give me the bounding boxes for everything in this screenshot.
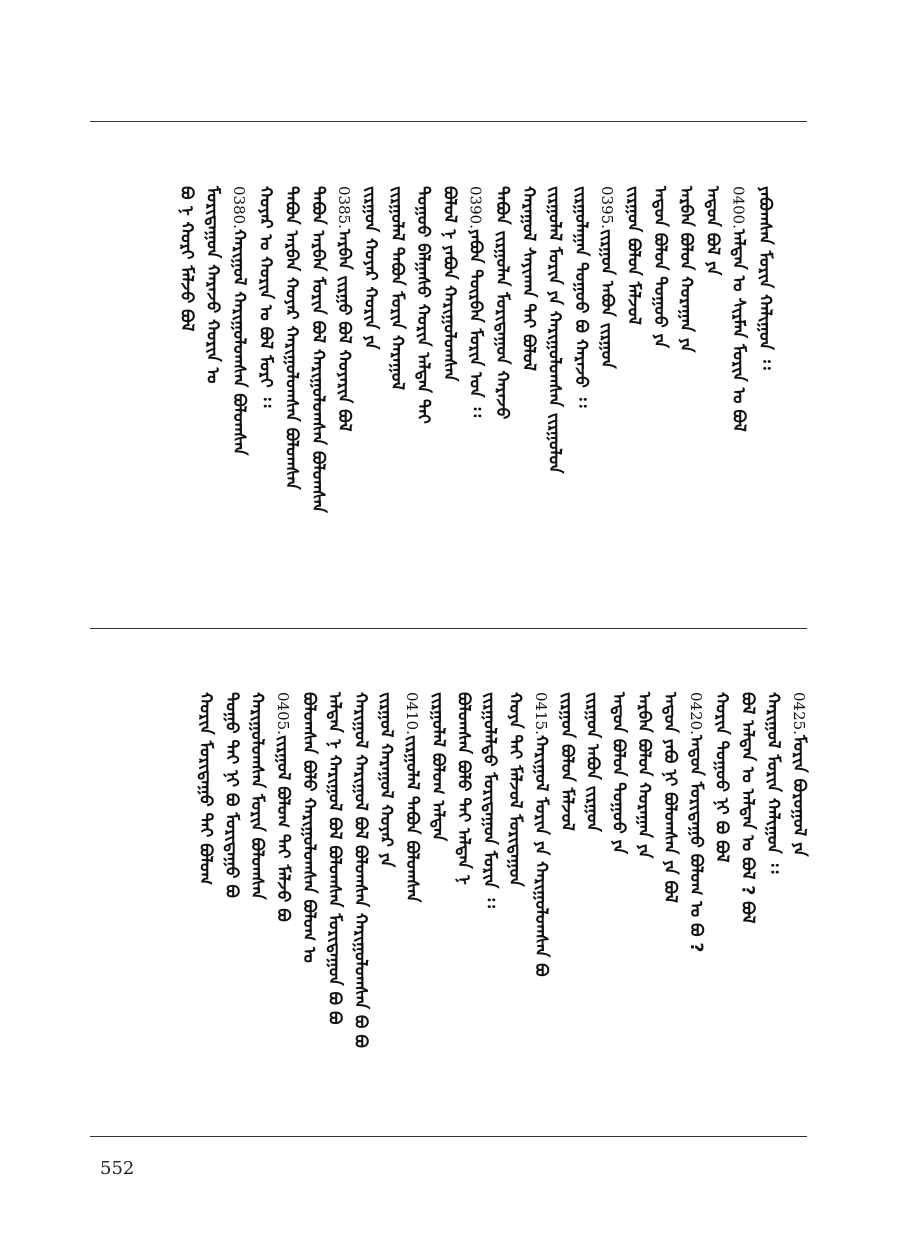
top-divider — [90, 121, 807, 122]
verse-column — [754, 186, 776, 370]
verse-column — [788, 692, 810, 857]
verse-column — [202, 186, 224, 384]
verse-text: ᠬᠣᠷᠢᠨ ᠮᠣᠷᠢᠳᠠᠭᠤ ᠲᠠᠢ ᠪᠣᠯᠣᠭ — [195, 692, 216, 885]
verse-text: ᠵᠢᠷᠭᠤᠯᠠᠯ ᠲᠠᠪᠤᠨ ᠮᠣᠷᠢᠨ ᠬᠠᠷᠠᠭᠤᠯ — [386, 186, 407, 391]
verse-number: 0425. — [790, 692, 808, 735]
verse-column — [685, 692, 707, 952]
verse-column — [246, 692, 268, 900]
verse-number: 0410. — [403, 692, 421, 735]
verse-text: ᠵᠢᠷᠭᠤᠨ ᠪᠣᠯᠤᠨ ᠮᠠᠯᠵᠤᠯ — [623, 186, 644, 325]
verse-text: ᠠᠷᠪᠠᠨ ᠪᠣᠯᠤᠨ ᠬᠤᠷᠠᠭᠠᠨ ᠶᠠ — [634, 692, 655, 859]
verse-column — [607, 692, 629, 854]
verse-text: ᠵᠢᠷᠭᠤᠨ ᠠᠪᠤᠨ ᠵᠢᠷᠭᠤᠨ — [597, 228, 618, 369]
verse-text: ᠠᠳᠤᠨ ᠪᠣᠯ ᠶᠠ — [702, 186, 723, 276]
verse-column — [195, 692, 217, 885]
verse-text: ᠵᠢᠷᠭᠤᠯᠠᠯᠲᠤ ᠮᠣᠷᠢᠳᠠᠭᠤᠨ ᠮᠣᠷᠢᠨ ᠄᠄ — [479, 692, 500, 908]
verse-column — [360, 186, 382, 350]
verse-number: 0385. — [335, 186, 354, 229]
verse-column — [530, 692, 552, 977]
verse-text: ᠠᠳᠤᠨ ᠪᠣᠯᠤᠨ ᠲᠣᠭᠣᠣ ᠶᠠ — [649, 186, 670, 348]
verse-text: ᠪᠣᠯᠣᠯ ᠨ ᠶᠠᠪᠤᠨ ᠬᠠᠷᠢᠭᠤᠯᠤᠭᠰᠠᠨ — [439, 186, 460, 382]
verse-text: ᠵᠢᠷᠭᠤᠨ ᠬᠣᠶᠠᠷ ᠬᠣᠷᠢᠨ ᠶᠠ — [360, 186, 381, 350]
verse-number: 0415. — [532, 692, 550, 735]
verse-column — [504, 692, 526, 887]
verse-text: ᠪᠣᠯ ᠠᠯᠲᠠᠨ ᠤ ᠠᠯᠲᠠᠨ ᠤ ᠪᠣᠯ ? ᠪᠣᠯ — [737, 692, 758, 924]
verse-text: ᠲᠣᠭᠣᠣ ᠪᠠᠯᠭᠠᠰᠤ ᠬᠣᠷᠢᠨ ᠠᠯᠲᠠᠨ ᠲᠠᠢ — [413, 186, 434, 424]
verse-column — [736, 692, 758, 924]
verse-text: ᠪᠣᠯᠣᠭᠰᠠᠨ ᠪᠣᠯᠣ ᠬᠠᠷᠢᠭᠤᠯᠤᠭᠰᠠᠨ ᠪᠣᠯᠣᠭ ᠤ — [298, 692, 319, 963]
verse-text: ᠮᠣᠷᠢᠳᠠᠭᠤᠨ ᠬᠠᠷᠠᠵᠤ ᠬᠣᠷᠢᠨ ᠤ — [202, 186, 223, 384]
bottom-divider — [90, 1136, 807, 1137]
verse-column — [675, 186, 697, 352]
verse-text: ᠬᠣᠷᠢᠨ ᠲᠣᠭᠣᠣ ᠨᠢ ᠪᠣ ᠪᠣᠯ — [711, 692, 732, 863]
verse-column — [623, 186, 645, 325]
verse-column — [298, 692, 320, 963]
verse-text: ᠶᠠᠪᠤᠭᠰᠠᠨ ᠮᠣᠷᠢᠨ ᠬᠠᠯᠢᠭᠤᠨ ᠄᠄ — [755, 186, 775, 370]
verse-column — [175, 186, 197, 331]
verse-text: ᠵᠢᠷᠭᠤᠯᠠᠯ ᠲᠠᠪᠤᠨ ᠪᠣᠯᠣᠭᠰᠠᠨ — [402, 734, 422, 903]
verse-text: ᠮᠣᠷᠢᠨ ᠪᠣᠷᠣᠭᠤᠯ ᠶᠠ — [789, 734, 809, 857]
verse-column — [281, 186, 303, 490]
verse-column — [556, 692, 578, 831]
verse-text: ᠬᠠᠷᠢᠭᠤᠯ ᠮᠣᠷᠢᠨ ᠬᠠᠯᠢᠭᠤᠨ ᠄᠄ — [763, 692, 784, 874]
verse-column — [570, 186, 592, 407]
verse-number: 0420. — [686, 692, 705, 735]
verse-text: ᠲᠠᠪᠤᠨ ᠵᠢᠷᠭᠤᠯᠠᠨ ᠮᠣᠷᠢᠳᠠᠭᠤᠨ ᠬᠠᠷᠠᠵᠤ — [492, 186, 512, 420]
verse-column — [254, 186, 276, 407]
verse-column — [324, 692, 346, 1025]
verse-column — [544, 186, 566, 473]
verse-column — [633, 692, 655, 858]
page-number: 552 — [100, 1158, 135, 1179]
verse-column — [728, 186, 750, 432]
verse-column — [659, 692, 681, 903]
verse-column — [401, 692, 423, 902]
verse-text: ᠵᠢᠷᠭᠤᠯᠠᠭᠠᠨ ᠲᠣᠭᠣᠣ ᠪᠤ ᠬᠠᠷᠠᠵᠤ ᠄᠄ — [570, 186, 591, 408]
verse-column — [228, 186, 250, 455]
verse-text: ᠲᠠᠪᠤᠨ ᠠᠷᠪᠠᠨ ᠬᠣᠶᠠᠷ ᠬᠠᠷᠢᠭᠤᠯᠤᠭᠰᠠᠨ ᠪᠣᠯᠣᠭᠰᠠᠨ — [281, 186, 302, 490]
verse-number: 0380. — [230, 186, 248, 229]
lower-verse-panel — [90, 692, 807, 1092]
verse-text: ᠠᠳᠤᠨ ᠪᠣᠯᠤᠨ ᠲᠣᠭᠣᠣ ᠶᠠ — [608, 692, 629, 854]
verse-text: ᠬᠠᠷᠢᠭᠤᠯ ᠬᠠᠷᠢᠭᠤᠯ ᠪᠣᠯ ᠪᠣᠯᠣᠭᠰᠠᠨ ᠬᠠᠷᠢᠭᠤᠯᠤᠭᠰᠠᠨ ᠪᠣ ᠪᠣ — [350, 692, 371, 1048]
verse-text: ᠠᠳᠤᠨ ᠮᠣᠷᠢᠳᠠᠭᠤ ᠪᠣᠯᠣᠭ ᠤ ᠪᠣ ? — [685, 734, 706, 953]
verse-column — [220, 692, 242, 898]
verse-text: ᠪᠣᠯᠣᠭᠰᠠᠨ ᠪᠣᠯᠣ ᠲᠠᠢ ᠠᠯᠲᠠᠨ ᠨ — [453, 692, 474, 885]
verse-column — [582, 692, 604, 832]
verse-text: ᠠᠷᠪᠠᠨ ᠪᠣᠯᠤᠨ ᠬᠤᠷᠠᠭᠠᠨ ᠶᠠ — [676, 186, 697, 353]
verse-text: ᠬᠠᠷᠢᠭᠤᠯᠤᠭᠰᠠᠨ ᠮᠣᠷᠢᠨ ᠪᠣᠯᠣᠭᠰᠠᠨ — [247, 692, 268, 900]
verse-text: ᠵᠢᠷᠭᠤᠨ ᠠᠪᠤᠨ ᠵᠢᠷᠭᠤᠨ — [582, 692, 603, 832]
verse-text: ᠬᠠᠷᠢᠭᠤᠯ ᠬᠠᠷᠢᠭᠤᠯᠤᠭᠰᠠᠨ ᠪᠣᠯᠣᠭᠰᠠᠨ — [229, 228, 249, 456]
verse-column — [307, 186, 329, 513]
verse-column — [427, 692, 449, 841]
verse-text: ᠵᠢᠷᠭᠤᠯᠠᠯ ᠮᠣᠷᠢᠨ ᠶᠠ ᠬᠠᠷᠢᠭᠤᠯᠤᠭᠰᠠᠨ ᠵᠢᠷᠭᠤᠯᠤᠨ — [544, 186, 565, 474]
verse-column — [349, 692, 371, 1048]
verse-text: ᠪᠣ ᠨ ᠬᠣᠷᠢ ᠮᠠᠯᠵᠤ ᠪᠣᠯ — [176, 186, 197, 332]
verse-text: ᠵᠢᠷᠭᠤᠯᠠᠯ ᠪᠣᠯᠣᠭ ᠠᠯᠲᠠᠨ — [427, 692, 448, 842]
verse-number: 0400. — [729, 186, 748, 229]
verse-number: 0395. — [598, 186, 617, 229]
verse-text: ᠠᠯᠲᠠᠨ ᠨ ᠬᠠᠷᠢᠭᠤᠯ ᠪᠣᠯ ᠪᠣᠯᠣᠭᠰᠠᠨ ᠮᠣᠷᠢᠳᠠᠭᠤᠨ ᠪᠣ ᠪᠣ — [324, 692, 345, 1025]
verse-column — [465, 186, 487, 417]
verse-column — [375, 692, 397, 867]
verse-text: ᠵᠢᠷᠭᠤᠨ ᠪᠣᠯᠤᠨ ᠮᠠᠯᠵᠤᠯ — [556, 692, 577, 831]
verse-text: ᠵᠢᠷᠭᠤᠯ ᠪᠣᠯᠣᠭ ᠲᠠᠢ ᠮᠠᠯᠵᠤ ᠪᠣ — [273, 734, 293, 922]
verse-column — [333, 186, 355, 432]
verse-column — [701, 186, 723, 275]
verse-column — [478, 692, 500, 908]
verse-column — [649, 186, 671, 348]
verse-text: ᠲᠣᠭᠣ ᠲᠠᠢ ᠨᠢ ᠪᠣ ᠮᠣᠷᠢᠳᠠᠭᠤ ᠪᠣ — [221, 692, 242, 898]
verse-text: ᠠᠷᠪᠠᠨ ᠵᠢᠷᠭᠤ ᠪᠣᠯ ᠬᠣᠶᠠᠷᠢᠨ ᠪᠣᠯ — [334, 228, 355, 432]
verse-number: 0390. — [466, 186, 485, 229]
verse-column — [711, 692, 733, 862]
verse-text: ᠬᠣᠶᠠᠷ ᠤ ᠬᠣᠷᠢᠨ ᠤ ᠪᠣᠯ ᠮᠣᠷᠢ ᠄᠄ — [255, 186, 276, 408]
upper-verse-panel — [90, 186, 807, 601]
verse-text: ᠵᠢᠷᠭᠤᠯ ᠬᠠᠷᠠᠭᠤᠯ ᠬᠣᠶᠠᠷ ᠶᠠ — [376, 692, 397, 868]
verse-column — [762, 692, 784, 873]
verse-text: ᠠᠯᠲᠠᠨ ᠤ ᠰᠢᠷᠮᠡᠨ ᠮᠣᠷᠢᠨ ᠤ ᠪᠣᠯ — [728, 228, 749, 432]
verse-text: ᠠᠳᠤᠨ ᠶᠠᠪᠤ ᠨᠢ ᠪᠣᠯᠣᠭᠰᠠᠨ ᠶᠠ ᠪᠣᠯ — [660, 692, 680, 903]
verse-column — [386, 186, 408, 390]
verse-text: ᠬᠠᠷᠢᠭᠤᠯ ᠮᠣᠷᠢᠨ ᠶᠠ ᠬᠠᠷᠢᠭᠤᠯᠤᠭᠰᠠᠨ ᠪᠣ — [531, 734, 551, 977]
verse-column — [596, 186, 618, 369]
verse-column — [453, 692, 475, 885]
verse-text: ᠲᠠᠪᠤᠨ ᠠᠷᠪᠠᠨ ᠮᠣᠷᠢᠨ ᠪᠣᠯ ᠬᠠᠷᠢᠭᠤᠯᠤᠭᠰᠠᠨ ᠪᠣᠯᠣᠭᠰᠠᠨ — [307, 186, 328, 513]
verse-column — [517, 186, 539, 371]
verse-column — [491, 186, 513, 419]
middle-divider — [90, 628, 807, 629]
verse-text: ᠬᠣᠶᠠ ᠲᠠᠢ ᠮᠠᠯᠵᠤᠯ ᠮᠣᠷᠢᠳᠠᠭᠤᠨ — [505, 692, 526, 887]
verse-text: ᠶᠠᠪᠤᠨ ᠳᠥᠷᠪᠡᠨ ᠮᠣᠷᠢᠨ ᠤᠨ ᠄᠄ — [465, 228, 486, 418]
verse-column — [412, 186, 434, 424]
verse-text: ᠬᠠᠷᠠᠭᠤᠯ ᠰᠠᠶᠢᠬᠠᠨ ᠲᠠᠢ ᠪᠣᠯᠣᠯ — [518, 186, 539, 371]
verse-column — [272, 692, 294, 922]
verse-column — [438, 186, 460, 381]
verse-number: 0405. — [274, 692, 292, 735]
